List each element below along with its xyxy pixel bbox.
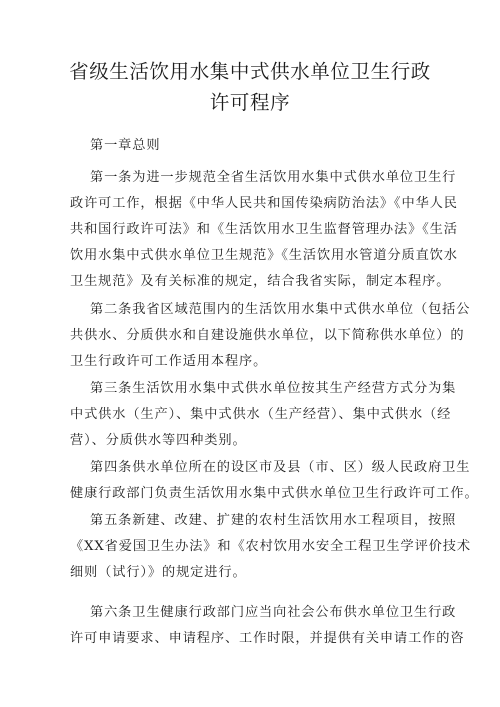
article-5-line-2: 《XX省爱国卫生办法》和《农村饮用水安全工程卫生学评价技术 [70,539,471,554]
article-5-line-3: 细则（试行）》的规定进行。 [70,565,247,580]
article-3-line-1: 第三条生活饮用水集中式供水单位按其生产经营方式分为集 [90,381,457,396]
article-1-line-4: 饮用水集中式供水单位卫生规范》《生活饮用水管道分质直饮水 [70,248,458,263]
chapter-heading: 第一章总则 [90,138,161,153]
article-3-line-2: 中式供水（生产）、集中式供水（生产经营）、集中式供水（经 [70,407,452,422]
article-4-line-1: 第四条供水单位所在的设区市及县（市、区）级人民政府卫生 [90,460,471,475]
article-1-line-5: 卫生规范》及有关标准的规定，结合我省实际，制定本程序。 [70,274,451,289]
article-2-line-1: 第二条我省区域范围内的生活饮用水集中式供水单位（包括公 [90,302,471,317]
article-2-line-3: 卫生行政许可工作适用本程序。 [70,354,268,369]
article-6-line-1: 第六条卫生健康行政部门应当向社会公布供水单位卫生行政 [90,605,457,620]
article-6-line-2: 许可申请要求、申请程序、工作时限，并提供有关申请工作的咨 [70,631,465,646]
document-title-line-1: 省级生活饮用水集中式供水单位卫生行政 [69,60,431,83]
article-1-line-3: 共和国行政许可法》和《生活饮用水卫生监督管理办法》《生活 [70,222,458,237]
article-3-line-3: 营）、分质供水等四种类别。 [70,433,247,448]
article-1-line-1: 第一条为进一步规范全省生活饮用水集中式供水单位卫生行 [90,170,457,185]
article-2-line-2: 共供水、分质供水和自建设施供水单位，以下简称供水单位）的 [70,328,465,343]
article-1-line-2: 政许可工作，根据《中华人民共和国传染病防治法》《中华人民 [70,196,458,211]
document-title-line-2: 许可程序 [209,91,291,114]
article-4-line-2: 健康行政部门负责生活饮用水集中式供水单位卫生行政许可工作。 [70,486,479,501]
article-5-line-1: 第五条新建、改建、扩建的农村生活饮用水工程项目，按照 [90,513,457,528]
